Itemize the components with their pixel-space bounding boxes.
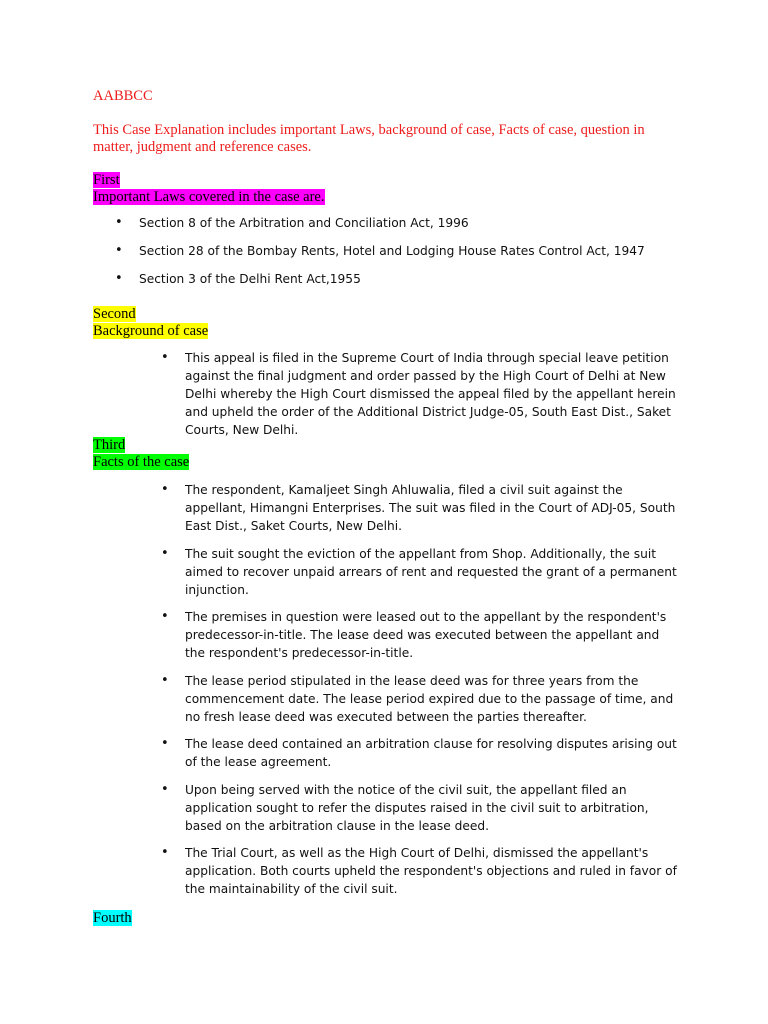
laws-list [93, 214, 733, 298]
section-third-label: Third [93, 437, 126, 453]
list-item: • Section 8 of the Arbitration and Conciliation Act, 1996 [115, 215, 469, 230]
facts-list [93, 481, 683, 908]
list-item: • The lease deed contained an arbitration clause for resolving disputes arising out of the lease agreement. [161, 736, 677, 769]
bullet-icon: • [161, 781, 169, 797]
section-second [93, 306, 208, 340]
bullet-icon: • [161, 545, 169, 561]
bullet-icon: • [161, 350, 169, 365]
list-item: • The lease period stipulated in the lease deed was for three years from the commencement date. The lease period expired due to the passage of time, and no fresh lease deed was executed between the parties thereafter. [161, 672, 674, 724]
bullet-icon: • [161, 845, 169, 860]
bullet-icon: • [161, 672, 169, 688]
bullet-icon: • [161, 482, 169, 497]
bullet-icon: • [161, 609, 169, 624]
bullet-icon: • [115, 215, 123, 230]
section-third-heading: Facts of the case [93, 454, 190, 470]
bullet-icon: • [115, 271, 123, 286]
bullet-icon: • [161, 736, 169, 751]
section-third [93, 437, 189, 471]
list-item: • The premises in question were leased out to the appellant by the respondent's predecessor-in-title. The lease deed was executed between the appellant and the respondent's predecessor-in-title. [161, 609, 667, 660]
document-intro: This Case Explanation includes important Laws, background of case, Facts of case, question in matter, judgment and reference cases. [93, 122, 645, 155]
list-item: • The respondent, Kamaljeet Singh Ahluwalia, filed a civil suit against the appellant, Himangni Enterprises. The suit was filed in the Court of ADJ-05, South East Dist., Saket Courts, New Delhi. [161, 482, 676, 533]
section-first-label: First [93, 172, 120, 188]
section-fourth-label: Fourth [93, 910, 132, 926]
list-item: • This appeal is filed in the Supreme Court of India through special leave petition against the final judgment and order passed by the High Court of Delhi at New Delhi whereby the High Court dismissed the appeal filed by the appellant herein and upheld the order of the Additional District Judge-05, South East Dist., Saket Courts, New Delhi. [161, 350, 676, 437]
section-first [93, 172, 325, 206]
list-item: • Section 28 of the Bombay Rents, Hotel and Lodging House Rates Control Act, 1947 [115, 243, 645, 258]
section-second-label: Second [93, 306, 136, 322]
list-item: • Section 3 of the Delhi Rent Act,1955 [115, 271, 361, 286]
list-item: • Upon being served with the notice of the civil suit, the appellant filed an application sought to refer the disputes raised in the civil suit to arbitration, based on the arbitration clause in the lease deed. [161, 781, 649, 833]
section-fourth [93, 910, 132, 927]
list-item: • The suit sought the eviction of the appellant from Shop. Additionally, the suit aimed to recover unpaid arrears of rent and requested the grant of a permanent injunction. [161, 545, 677, 597]
bullet-icon: • [115, 243, 123, 258]
section-second-heading: Background of case [93, 323, 209, 339]
list-item: • The Trial Court, as well as the High Court of Delhi, dismissed the appellant's application. Both courts upheld the respondent's objections and ruled in favor of the maintainability of the civil suit. [161, 845, 677, 896]
background-list [93, 349, 683, 439]
section-first-heading: Important Laws covered in the case are. [93, 189, 325, 205]
document-code: AABBCC [93, 88, 153, 104]
